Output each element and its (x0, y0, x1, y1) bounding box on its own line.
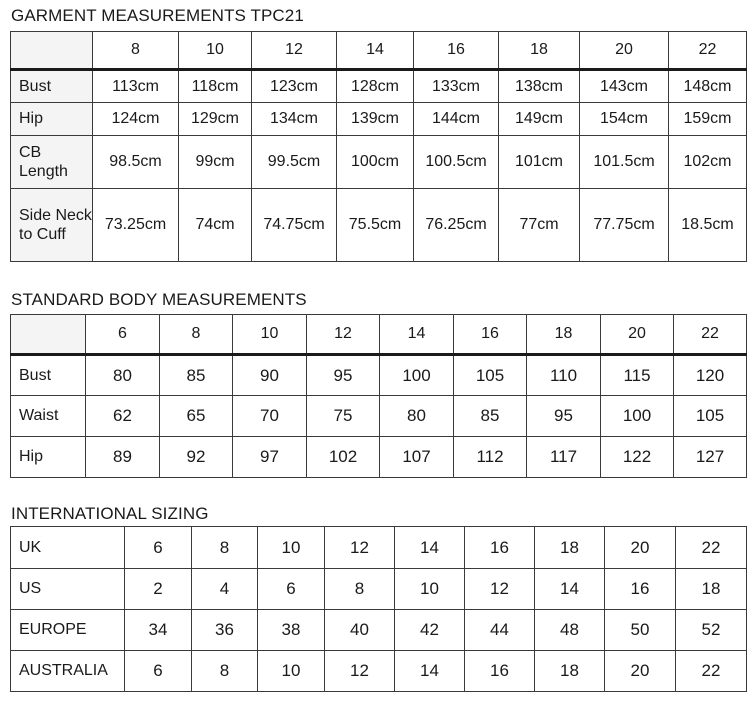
row-label: CB Length (11, 136, 93, 189)
table-cell: 8 (192, 651, 258, 692)
table-cell: 18 (535, 527, 605, 569)
table-row (11, 569, 747, 610)
size-header: 14 (380, 315, 454, 355)
table-cell: 74cm (179, 189, 252, 262)
table-cell: 16 (465, 527, 535, 569)
table-cell: 120 (674, 355, 747, 396)
table-cell: 101cm (499, 136, 580, 189)
table-row (11, 355, 747, 396)
international-sizing-table (10, 526, 747, 692)
header-corner-cell (11, 32, 93, 70)
row-label: Hip (11, 103, 93, 136)
table-cell: 42 (395, 610, 465, 651)
table-cell: 65 (160, 396, 233, 437)
table-row (11, 396, 747, 437)
table-cell: 99.5cm (252, 136, 337, 189)
table-cell: 12 (325, 651, 395, 692)
table-cell: 34 (125, 610, 192, 651)
table-cell: 22 (676, 651, 747, 692)
table-cell: 122 (601, 437, 674, 478)
table-cell: 139cm (337, 103, 414, 136)
table-cell: 18.5cm (669, 189, 747, 262)
row-label: US (11, 569, 125, 610)
size-header: 22 (669, 32, 747, 70)
table-row (11, 70, 747, 103)
table-cell: 99cm (179, 136, 252, 189)
table-cell: 85 (454, 396, 527, 437)
table-cell: 10 (395, 569, 465, 610)
table-cell: 16 (465, 651, 535, 692)
table-cell: 40 (325, 610, 395, 651)
table-cell: 138cm (499, 70, 580, 103)
size-header: 18 (499, 32, 580, 70)
table-cell: 8 (325, 569, 395, 610)
table-cell: 62 (86, 396, 160, 437)
size-header: 20 (601, 315, 674, 355)
table-cell: 101.5cm (580, 136, 669, 189)
table-cell: 159cm (669, 103, 747, 136)
table-cell: 117 (527, 437, 601, 478)
table-cell: 133cm (414, 70, 499, 103)
size-header: 16 (414, 32, 499, 70)
table-cell: 20 (605, 527, 676, 569)
table-cell: 100 (601, 396, 674, 437)
row-label: Side Neck to Cuff (11, 189, 93, 262)
table-cell: 36 (192, 610, 258, 651)
table-cell: 73.25cm (93, 189, 179, 262)
garment-size-header-row (11, 32, 747, 70)
table-cell: 80 (380, 396, 454, 437)
body-size-header-row (11, 315, 747, 355)
table-cell: 14 (535, 569, 605, 610)
table-cell: 102 (307, 437, 380, 478)
table-cell: 90 (233, 355, 307, 396)
row-label: Bust (11, 70, 93, 103)
table-cell: 105 (454, 355, 527, 396)
table-cell: 20 (605, 651, 676, 692)
size-header: 12 (307, 315, 380, 355)
table-row (11, 437, 747, 478)
table-cell: 124cm (93, 103, 179, 136)
table-cell: 50 (605, 610, 676, 651)
table-cell: 115 (601, 355, 674, 396)
table-row (11, 103, 747, 136)
table-row (11, 651, 747, 692)
size-header: 16 (454, 315, 527, 355)
table-cell: 12 (465, 569, 535, 610)
table-cell: 143cm (580, 70, 669, 103)
table-cell: 95 (307, 355, 380, 396)
table-cell: 85 (160, 355, 233, 396)
table-cell: 76.25cm (414, 189, 499, 262)
table-cell: 144cm (414, 103, 499, 136)
table-cell: 100.5cm (414, 136, 499, 189)
size-header: 20 (580, 32, 669, 70)
table-row (11, 136, 747, 189)
table-cell: 107 (380, 437, 454, 478)
table-cell: 149cm (499, 103, 580, 136)
table-cell: 10 (258, 527, 325, 569)
table-cell: 113cm (93, 70, 179, 103)
table-cell: 105 (674, 396, 747, 437)
table-cell: 77.75cm (580, 189, 669, 262)
table-cell: 154cm (580, 103, 669, 136)
table-cell: 77cm (499, 189, 580, 262)
table-cell: 75 (307, 396, 380, 437)
table-cell: 95 (527, 396, 601, 437)
table-cell: 80 (86, 355, 160, 396)
table-cell: 6 (125, 651, 192, 692)
table-row (11, 189, 747, 262)
table-cell: 48 (535, 610, 605, 651)
table-cell: 89 (86, 437, 160, 478)
row-label: EUROPE (11, 610, 125, 651)
table-cell: 22 (676, 527, 747, 569)
table-cell: 6 (258, 569, 325, 610)
table-cell: 123cm (252, 70, 337, 103)
size-header: 18 (527, 315, 601, 355)
body-measurements-table (10, 314, 747, 478)
table-row (11, 610, 747, 651)
size-header: 10 (179, 32, 252, 70)
table-cell: 6 (125, 527, 192, 569)
table-cell: 16 (605, 569, 676, 610)
table-cell: 102cm (669, 136, 747, 189)
table-cell: 100 (380, 355, 454, 396)
table-cell: 44 (465, 610, 535, 651)
row-label: Hip (11, 437, 86, 478)
garment-measurements-table (10, 31, 747, 262)
size-header: 8 (93, 32, 179, 70)
table-cell: 127 (674, 437, 747, 478)
table-cell: 100cm (337, 136, 414, 189)
size-header: 22 (674, 315, 747, 355)
row-label: UK (11, 527, 125, 569)
row-label: Waist (11, 396, 86, 437)
garment-measurements-title: GARMENT MEASUREMENTS TPC21 (11, 6, 304, 25)
table-cell: 148cm (669, 70, 747, 103)
row-label: Bust (11, 355, 86, 396)
table-cell: 128cm (337, 70, 414, 103)
table-cell: 18 (535, 651, 605, 692)
table-cell: 8 (192, 527, 258, 569)
table-cell: 112 (454, 437, 527, 478)
table-cell: 97 (233, 437, 307, 478)
size-header: 8 (160, 315, 233, 355)
table-cell: 98.5cm (93, 136, 179, 189)
table-cell: 110 (527, 355, 601, 396)
table-cell: 52 (676, 610, 747, 651)
table-cell: 38 (258, 610, 325, 651)
table-row (11, 527, 747, 569)
size-header: 10 (233, 315, 307, 355)
table-cell: 118cm (179, 70, 252, 103)
header-corner-cell (11, 315, 86, 355)
body-measurements-title: STANDARD BODY MEASUREMENTS (11, 290, 307, 309)
table-cell: 14 (395, 651, 465, 692)
table-cell: 18 (676, 569, 747, 610)
table-cell: 12 (325, 527, 395, 569)
table-cell: 129cm (179, 103, 252, 136)
table-cell: 4 (192, 569, 258, 610)
table-cell: 70 (233, 396, 307, 437)
size-header: 12 (252, 32, 337, 70)
row-label: AUSTRALIA (11, 651, 125, 692)
table-cell: 2 (125, 569, 192, 610)
table-cell: 134cm (252, 103, 337, 136)
table-cell: 74.75cm (252, 189, 337, 262)
table-cell: 75.5cm (337, 189, 414, 262)
table-cell: 92 (160, 437, 233, 478)
international-sizing-title: INTERNATIONAL SIZING (11, 504, 209, 523)
table-cell: 14 (395, 527, 465, 569)
size-header: 6 (86, 315, 160, 355)
table-cell: 10 (258, 651, 325, 692)
size-header: 14 (337, 32, 414, 70)
